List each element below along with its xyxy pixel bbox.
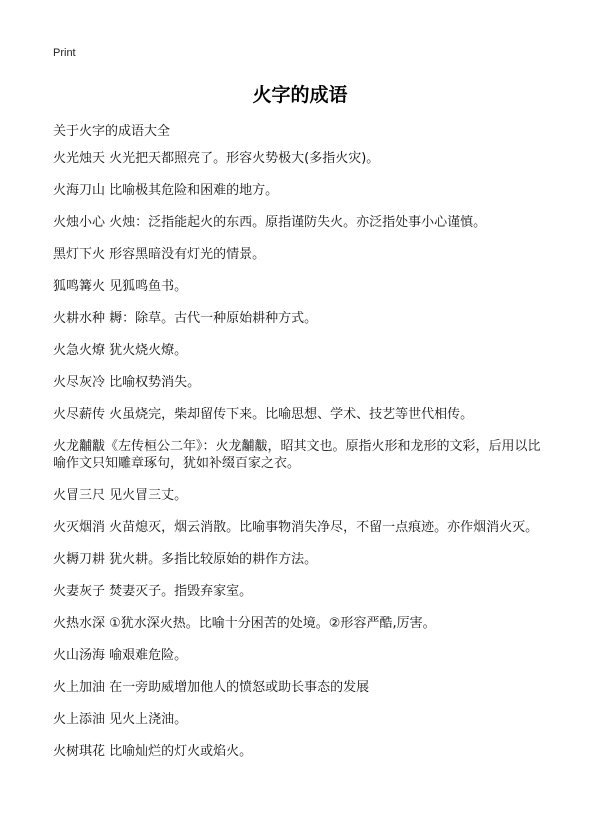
idiom-entry: 狐鸣篝火 见狐鸣鱼书。 [53,279,188,294]
idiom-entry: 火耕水种 耨：除草。古代一种原始耕种方式。 [53,311,318,326]
page-subtitle: 关于火字的成语大全 [53,124,171,139]
idiom-entry: 火冒三尺 见火冒三丈。 [53,488,188,503]
idiom-entry: 火山汤海 喻艰难危险。 [53,648,188,663]
idiom-entry: 火尽灰冷 比喻权势消失。 [53,375,201,390]
idiom-entry: 火尽薪传 火虽烧完，柴却留传下来。比喻思想、学术、技艺等世代相传。 [53,407,474,422]
idiom-entry: 火急火燎 犹火烧火燎。 [53,343,188,358]
idiom-entry: 火妻灰子 焚妻灭子。指毁弃家室。 [53,584,253,599]
idiom-entry: 火光烛天 火光把天都照亮了。形容火势极大(多指火灾)。 [53,151,380,166]
idiom-entry: 火树琪花 比喻灿烂的灯火或焰火。 [53,744,253,759]
idiom-list [53,150,550,775]
idiom-entry: 黑灯下火 形容黑暗没有灯光的情景。 [53,247,266,262]
print-label: Print [53,47,76,59]
idiom-entry: 火海刀山 比喻极其危险和困难的地方。 [53,183,279,198]
page-title: 火字的成语 [252,84,348,106]
idiom-entry: 火耨刀耕 犹火耕。多指比较原始的耕作方法。 [53,552,318,567]
idiom-entry: 火烛小心 火烛：泛指能起火的东西。原指谨防失火。亦泛指处事小心谨慎。 [53,215,487,230]
idiom-entry: 火上添油 见火上浇油。 [53,712,188,727]
idiom-entry: 火热水深 ①犹水深火热。比喻十分困苦的处境。②形容严酷,厉害。 [53,616,436,631]
idiom-entry: 火灭烟消 火苗熄灭，烟云消散。比喻事物消失净尽，不留一点痕迹。亦作烟消火灭。 [53,520,539,535]
idiom-entry: 火龙黼黻《左传桓公二年》：火龙黼黻，昭其文也。原指火形和龙形的文彩，后用以比喻作文只知雕章琢句，犹如补缀百家之衣。 [53,439,541,471]
idiom-entry: 火上加油 在一旁助威增加他人的愤怒或助长事态的发展 [53,680,370,695]
